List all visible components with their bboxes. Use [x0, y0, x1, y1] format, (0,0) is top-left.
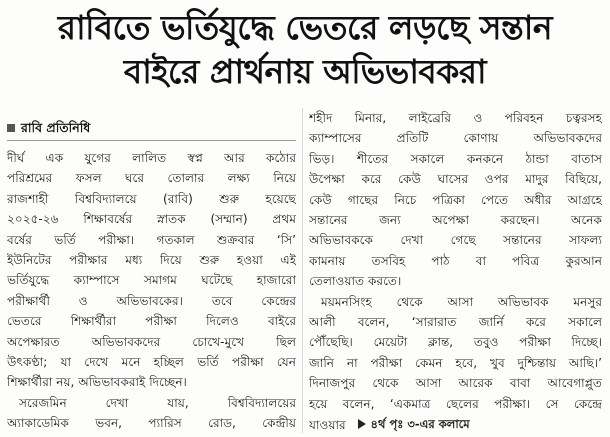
article-column-left: [7, 148, 296, 434]
body-line: ভেতরে শিক্ষার্থীরা পরীক্ষা দিলেও বাইরে: [7, 314, 296, 329]
body-line: অ্যাকাডেমিক ভবন, প্যারিস রোড, কেন্দ্রীয়: [7, 416, 296, 431]
continuation-text: ৪র্থ পৃঃ ৩-এর কলামে: [370, 417, 470, 432]
headline-line-1: রাবিতে ভর্তিযুদ্ধে ভেতরে লড়ছে সন্তান: [57, 8, 553, 47]
column-divider: [302, 108, 303, 433]
headline-line-2: বাইরে প্রার্থনায় অভিভাবকরা: [123, 52, 487, 91]
body-line: আলী বলেন, ‘সারারাত জার্নি করে সকালে: [309, 315, 602, 330]
body-line: দিনাজপুর থেকে আসা আরেক বাবা আবেগাপ্লুত: [309, 376, 602, 391]
body-line: ভর্তিযুদ্ধে ক্যাম্পাসে সমাগম ঘটেছে হাজারো: [7, 273, 296, 288]
body-line: পরীক্ষার্থী ও অভিভাবকের। তবে কেন্দ্রের: [7, 293, 296, 308]
body-line: পৌঁছেছি। মেয়েটা ক্লান্ত, তবুও পরীক্ষা দিচ্ছে।: [309, 335, 602, 350]
body-line: ময়মনসিংহ থেকে আসা অভিভাবক মনসুর: [321, 294, 602, 309]
body-line: শিক্ষার্থীরা নয়, অভিভাবকরাই দিচ্ছেন।: [7, 375, 187, 390]
body-line: ইউনিটের পরীক্ষার মধ্য দিয়ে শুরু হওয়া এই: [7, 253, 296, 268]
body-line: ক্যাম্পাসের প্রতিটি কোণায় অভিভাবকদের: [309, 131, 602, 146]
body-line: দীর্ঘ এক যুগের লালিত স্বপ্ন আর কঠোর: [7, 151, 296, 165]
body-line: ভিড়। শীতের সকালে কনকনে ঠান্ডা বাতাস: [309, 151, 602, 166]
play-arrow-icon: [358, 419, 366, 429]
body-line: পরিশ্রমের ফসল ঘরে তোলার লক্ষ্য নিয়ে: [7, 171, 296, 186]
body-line: তেলাওয়াত করতে।: [309, 274, 402, 289]
headline: [8, 6, 602, 94]
body-line: অভিভাবককে দেখা গেছে সন্তানের সাফল্য: [309, 233, 602, 248]
body-line: বর্ষের ভর্তি পরীক্ষা। গতকাল শুক্রবার ‘সি’: [7, 232, 296, 247]
body-line-final-text: যাওয়ার: [309, 418, 346, 433]
body-line: ২০২৫-২৬ শিক্ষাবর্ষের স্নাতক (সম্মান) প্রথম: [7, 212, 296, 227]
byline-bullet-icon: [7, 124, 15, 132]
body-line: উৎকণ্ঠা; যা দেখে মনে হচ্ছিল ভর্তি পরীক্ষা যেন: [7, 355, 296, 370]
body-line: শহীদ মিনার, লাইব্রেরি ও পরিবহন চত্বরসহ: [309, 111, 602, 125]
article-column-right: [309, 108, 602, 436]
body-line: অপেক্ষারত অভিভাবকদের চোখে-মুখে ছিল: [7, 334, 296, 349]
byline: [7, 120, 90, 136]
body-line: সরেজমিন দেখা যায়, বিশ্ববিদ্যালয়ের: [19, 395, 296, 410]
byline-divider: [7, 140, 296, 141]
body-line: উপেক্ষা করে কেউ ঘাসের ওপর মাদুর বিছিয়ে,: [309, 172, 602, 187]
byline-text: রাবি প্রতিনিধি: [21, 120, 91, 135]
body-line: হয়ে বলেন, ‘একমাত্র ছেলের পরীক্ষা। সে কেন্দ্রে: [309, 396, 602, 411]
body-line-final: [309, 414, 602, 436]
body-line: জানি না পরীক্ষা কেমন হবে, খুব দুশ্চিন্তায় আছি।’: [309, 355, 602, 370]
body-line: সন্তানের জন্য অপেক্ষা করছেন। অনেক: [309, 213, 602, 228]
continuation-link[interactable]: [358, 414, 470, 434]
body-line: কামনায় তসবিহ পাঠ বা পবিত্র কুরআন: [309, 253, 602, 268]
body-line: রাজশাহী বিশ্ববিদ্যালয়ে (রাবি) শুরু হয়েছে: [7, 191, 296, 206]
body-line: কেউ গাছের নিচে পত্রিকা পেতে অধীর আগ্রহে: [309, 192, 602, 207]
